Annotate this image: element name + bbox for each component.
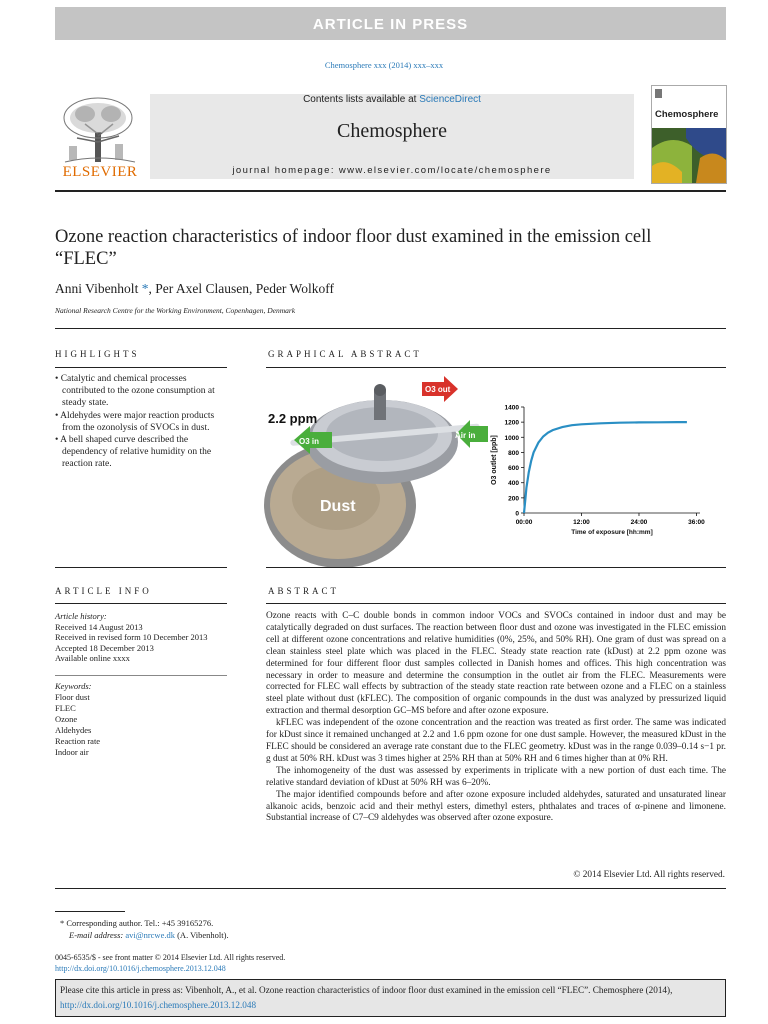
article-info-heading: ARTICLE INFO bbox=[55, 586, 152, 596]
history-item: Accepted 18 December 2013 bbox=[55, 642, 154, 653]
air-in-label: Air in bbox=[455, 431, 476, 440]
keyword: Aldehydes bbox=[55, 725, 92, 735]
ozone-outlet-series-line bbox=[524, 422, 687, 513]
x-tick-label: 24:00 bbox=[630, 519, 648, 526]
graphical-abstract-rule bbox=[266, 367, 726, 368]
graphical-abstract-figure bbox=[262, 370, 722, 580]
x-axis-label: Time of exposure [hh:mm] bbox=[571, 529, 653, 536]
journal-reference[interactable]: Chemosphere xxx (2014) xxx–xxx bbox=[324, 60, 444, 70]
header-rule bbox=[55, 190, 726, 192]
highlights-rule bbox=[55, 367, 227, 368]
ozone-outlet-chart bbox=[491, 405, 705, 537]
keywords bbox=[55, 681, 100, 758]
issn-block bbox=[55, 952, 285, 974]
x-tick-label: 12:00 bbox=[573, 519, 590, 526]
ozone-in-label: O3 in bbox=[299, 437, 320, 446]
keyword: Indoor air bbox=[55, 747, 89, 757]
article-info-top-rule bbox=[55, 567, 227, 568]
y-tick-label: 1000 bbox=[504, 434, 519, 442]
sciencedirect-link[interactable]: ScienceDirect bbox=[419, 94, 481, 105]
keyword: Floor dust bbox=[55, 692, 90, 702]
journal-title: Chemosphere bbox=[337, 120, 447, 142]
x-tick-label: 00:00 bbox=[515, 519, 533, 526]
history-label: Article history: bbox=[55, 611, 107, 621]
y-tick-label: 800 bbox=[508, 449, 519, 457]
cover-title: Chemosphere bbox=[655, 109, 719, 120]
article-title: Ozone reaction characteristics of indoor floor dust examined in the emission cell “FLEC” bbox=[55, 227, 652, 269]
history-item: Available online xxxx bbox=[55, 653, 130, 663]
corresponding-author-mark[interactable]: * bbox=[138, 281, 149, 296]
ozone-out-label: O3 out bbox=[425, 385, 451, 394]
abstract-bottom-rule bbox=[55, 888, 726, 889]
elsevier-wordmark: ELSEVIER bbox=[62, 164, 138, 180]
keyword: Reaction rate bbox=[55, 736, 101, 746]
y-tick-label: 1400 bbox=[504, 404, 519, 412]
keyword: FLEC bbox=[55, 703, 76, 713]
abstract-paragraph: Ozone reacts with C–C double bonds in common indoor VOCs and SVOCs contained in indoor dust and may be catalytically degraded on dust surfaces. The reaction between floor dust and ozone was investigated in the FLEC emission cell at different ozone concentrations and relative humidities (0%, 25%, and 50% RH). One gram of dust was spread on a clean stainless steel plate which was placed in the FLEC. Steady state reaction rate (kDust) at 2.2 ppm ozone was determined for four different floor dust samples collected in Danish homes and offices. This high concentration was necessary in order to measure and determine the consumption in the outlet air from the FLEC. Measurements were corrected for FLEC wall effects by subtraction of the steady state reaction rate between ozone and a FLEC on a stainless steel plate without dust (kFLEC). The composition of organic compounds in the dust was analyzed by pressurized liquid extraction and thermal desorption GC–MS before and after ozone exposure. bbox=[266, 611, 726, 717]
citation-doi-link[interactable]: http://dx.doi.org/10.1016/j.chemosphere.2013.12.048 bbox=[60, 1000, 257, 1010]
doi-link[interactable]: http://dx.doi.org/10.1016/j.chemosphere.2013.12.048 bbox=[55, 964, 226, 973]
highlights-heading: HIGHLIGHTS bbox=[55, 349, 140, 359]
history-item: Received in revised form 10 December 2013 bbox=[55, 632, 208, 642]
ozone-out-arrow bbox=[422, 376, 458, 402]
authors bbox=[55, 281, 334, 297]
corresponding-author-note: * Corresponding author. Tel.: +45 39165276. bbox=[60, 918, 214, 928]
article-info-rule bbox=[55, 603, 227, 604]
cover-emblem-icon bbox=[655, 89, 662, 98]
highlight-item: • A bell shaped curve described the dependency of relative humidity on the reaction rate. bbox=[55, 435, 212, 470]
y-tick-label: 600 bbox=[508, 465, 519, 473]
y-tick-label: 1200 bbox=[504, 419, 519, 427]
keywords-rule bbox=[55, 675, 227, 676]
issn-line: 0045-6535/$ - see front matter © 2014 Elsevier Ltd. All rights reserved. bbox=[55, 953, 286, 962]
article-history bbox=[55, 611, 207, 664]
affiliation: National Research Centre for the Working Environment, Copenhagen, Denmark bbox=[55, 306, 296, 315]
keywords-label: Keywords: bbox=[55, 681, 92, 691]
abstract-paragraph: The inhomogeneity of the dust was assessed by experiments in triplicate with a new portion of dust each time. The relative standard deviation of kDust at 50% RH was 6–20%. bbox=[266, 765, 726, 788]
citation-text: Please cite this article in press as: Vibenholt, A., et al. Ozone reaction characteristics of indoor floor dust examined in the emission cell “FLEC”. Chemosphere (2014), bbox=[60, 985, 673, 995]
journal-cover bbox=[651, 85, 727, 184]
graphical-abstract-heading: GRAPHICAL ABSTRACT bbox=[268, 349, 422, 359]
highlight-item: • Aldehydes were major reaction products from the ozonolysis of SVOCs in dust. bbox=[55, 410, 215, 433]
footnote-rule bbox=[55, 911, 125, 912]
journal-homepage[interactable]: journal homepage: www.elsevier.com/locate/chemosphere bbox=[232, 165, 552, 176]
article-in-press-banner: ARTICLE IN PRESS bbox=[55, 7, 726, 40]
title-rule bbox=[55, 328, 726, 329]
email-line: E-mail address: avi@nrcwe.dk (A. Vibenholt). bbox=[69, 930, 229, 940]
email-link[interactable]: avi@nrcwe.dk bbox=[125, 930, 175, 940]
abstract-paragraph: The major identified compounds before and after ozone exposure included aldehydes, saturated and unsaturated linear alkanoic acids, benzoic acid and their methyl esters, dimethyl esters, phthalates and traces of α-pinene and limonene. Substantial increase of C7–C9 aldehydes was observed after ozone exposure. bbox=[266, 789, 726, 824]
other-authors: , Per Axel Clausen, Peder Wolkoff bbox=[148, 281, 334, 296]
abstract-paragraph: kFLEC was independent of the ozone concentration and the reaction was treated as first order. The same was indicated for kDust since it remained unchanged at 2.2 and 1.6 ppm ozone for one dust sample. However, the measured kDust in the FLEC should be considered an average rate constant due to the FLEC geometry. kDust was in the range 0.039–0.14 s−1 pr. g dust at 50% RH. kDust was 3 times higher at 25% RH than at 50% RH and 6 times higher than at 0% RH. bbox=[266, 718, 726, 764]
x-tick-label: 36:00 bbox=[688, 519, 705, 526]
abstract-heading: ABSTRACT bbox=[268, 586, 340, 596]
elsevier-logo bbox=[55, 94, 145, 180]
dust-label: Dust bbox=[320, 498, 356, 515]
highlight-item: • Catalytic and chemical processes contributed to the ozone consumption at steady state. bbox=[55, 374, 215, 409]
y-tick-label: 400 bbox=[508, 480, 519, 488]
abstract-body bbox=[266, 611, 726, 825]
history-item: Received 14 August 2013 bbox=[55, 621, 143, 632]
author-1: Anni Vibenholt bbox=[55, 281, 139, 296]
contents-line: Contents lists available at ScienceDirect bbox=[303, 94, 481, 105]
copyright: © 2014 Elsevier Ltd. All rights reserved. bbox=[573, 870, 725, 880]
abstract-rule bbox=[266, 603, 726, 604]
concentration-label: 2.2 ppm bbox=[268, 411, 318, 426]
footnote bbox=[55, 917, 229, 941]
y-tick-label: 200 bbox=[508, 495, 519, 503]
citation-box bbox=[55, 979, 726, 1017]
abstract-top-rule bbox=[266, 567, 726, 568]
y-axis-label: O3 outlet [ppb] bbox=[491, 435, 498, 485]
keyword: Ozone bbox=[55, 714, 78, 724]
y-tick-label: 0 bbox=[515, 510, 519, 518]
highlights-list bbox=[55, 373, 230, 471]
